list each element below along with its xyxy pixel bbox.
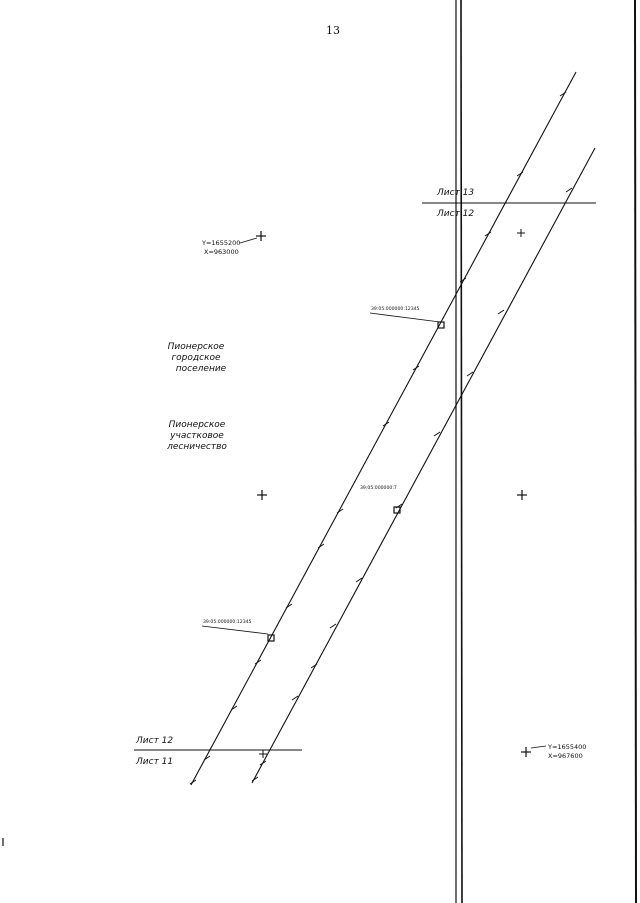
corridor-line-right xyxy=(252,148,595,783)
coord-x-top-left: X=963000 xyxy=(204,248,239,256)
sheet-label-12-lower: Лист 12 xyxy=(136,736,174,746)
settlement-name-line-1: Пионерское xyxy=(167,342,225,352)
coord-y-bottom-right: Y=1655400 xyxy=(548,743,587,751)
forestry-name-line-3: лесничество xyxy=(167,442,227,452)
grid-cross-6 xyxy=(521,747,531,757)
coord-leader-bottom-right xyxy=(531,746,546,748)
forestry-name-line-1: Пионерское xyxy=(168,420,226,430)
settlement-name-line-3: поселение xyxy=(175,364,227,374)
grid-cross-3 xyxy=(257,490,267,500)
right-scan-edge xyxy=(635,0,636,903)
corridor-line-left xyxy=(191,72,576,785)
sheet-label-11-lower: Лист 11 xyxy=(136,757,174,767)
coord-leader-top-left xyxy=(240,238,257,243)
parcel-label-middle: 39:05:000000:7 xyxy=(360,486,397,491)
grid-cross-1 xyxy=(256,231,266,241)
grid-cross-2 xyxy=(517,229,525,237)
sheet-label-12-upper: Лист 12 xyxy=(437,209,475,219)
coord-y-top-left: Y=1655200 xyxy=(202,239,241,247)
coord-x-bottom-right: X=967600 xyxy=(548,752,583,760)
parcel-label-upper: 39:05:000000:12345 xyxy=(371,307,420,312)
forestry-name-line-2: участковое xyxy=(170,431,224,441)
parcel-leader-lower xyxy=(202,626,268,634)
grid-cross-4 xyxy=(517,490,527,500)
parcel-leader-upper xyxy=(370,313,440,322)
page-number: 13 xyxy=(326,24,340,37)
settlement-name-line-2: городское xyxy=(171,353,221,363)
parcel-label-lower: 39:05:000000:12345 xyxy=(203,620,252,625)
sheet-label-13-upper: Лист 13 xyxy=(437,188,475,198)
vertical-frame-line-2 xyxy=(461,0,462,903)
